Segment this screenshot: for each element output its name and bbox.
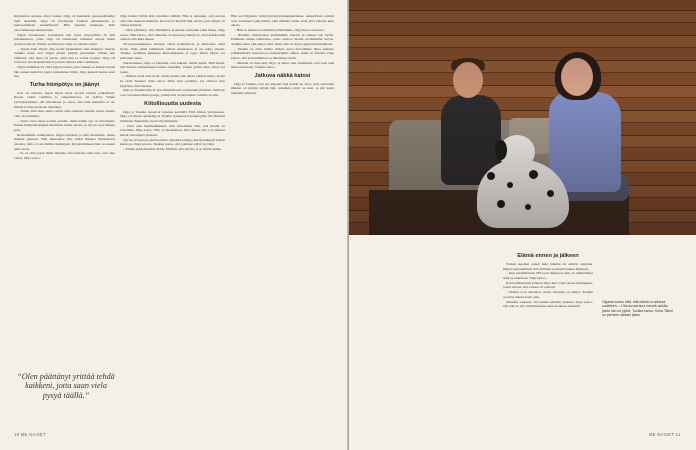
paragraph: – Vielä vuosi sitten joulua pohdin, mikä kaikki nyt on muuttunut. Ennen hömpötin kaiken maailman turhia asioita, ja nyt ne ovat jääneet pois. [14, 118, 115, 132]
paragraph: Olemme sopineet, että kaikki tehdään yhdessä. Olga sanoo, että arki on nyt rauhallisempaa kuin koskaan aiemmin. [503, 299, 593, 309]
subheading: Turha hömpötys on jäänyt [29, 81, 100, 88]
paragraph: – Kun ensimmäinen MS-tauti diagnoosi tuli, en ymmärtänyt mitä se tarkoittaa. Olga kertoo. [503, 271, 593, 280]
page-folio: ME NAISET 11 [649, 432, 681, 437]
paragraph: – Olen päättänyt, että elämämme ei muutu sairauden takia liikaa, Olga sanoo. Hän kertoo, että vaikeinta oli alussa hyväksyä se, ettei kaikki enää onnistu niin kuin ennen. [120, 27, 225, 42]
left-page [0, 0, 347, 450]
paragraph: – Parikin on ollut meille tärkeä, joten luovuimme lähes kaikista ylimääräisistä menoista ja keskityimme siihen, mikä on tärkeää. Olga kertoo, että sairastuminen on lähentänyt heitä. [231, 46, 334, 60]
paragraph: Olga ja Tuukka käyvät yhä säännöllisesti vertaistukiryhmässä. Siellä he ovat tavanneet muita pareja, joiden arki on muuttunut samalla tavalla. [120, 88, 225, 98]
paragraph: – Minulla on ihan uusi Olga, ja minä olen onnellinen, että saan elää hänen kanssaan, Tuukka sanoo. [231, 60, 334, 70]
couple-with-dog-photo [349, 0, 696, 235]
paragraph: – Hän on tärkeä osa meidän perhettämme, Olga kertoo koirasta. [234, 27, 325, 32]
subheading: Jatkuva näkkä katosi [254, 72, 311, 79]
paragraph: Olga ja Tuukka tapasivat toisensa keväällä 2004 Oulun yliopistossa. Olga oli silloin opiskelija ja Tuukka työskenteli kaupungilla. He menivät naimisiin muutamaa vuotta myöhemmin. [120, 109, 225, 123]
subheading: Elämä ennen ja jälkeen [517, 253, 579, 259]
pull-quote: “Olen päättänyt yrittää tehdä kaikkeni, jotta saan viela pysyä täällä.” [17, 372, 115, 400]
paragraph: Olgan elämässä oli vielä paljon asioita, joita Tuukka ei ehtinyt käydä läpi ennen kuin hän joutui palaamaan töihin. Olga kokeili hoitaa asiat itse. [14, 65, 115, 79]
paragraph: Olga halusi yrittää elää tavallista elämää. Hän ei halunnut, että sairaus olisi aina mukana kaikessa. Kotona he kävivät läpi asioita, joita Olgan oli vaikea muistaa. [120, 14, 225, 28]
paragraph: Koti oli siivottu, hujan hajan olleet tavarat laitettu paikoilleen. Ruoka oluttii valmiina ja riippumatossa oli ystävä. Vanha ystäväpariskunta tuli katsomaan ja sanoi, että näin kauniilta ei ole heidän kotinsa koskaan näyttänyt. [14, 90, 115, 109]
column-1 [14, 14, 115, 161]
paragraph: – Tuntui kuin Olgan oma kodin järjestelmä olisi kaatunut. Kerran Tuukka tunsi, että Olgan pitäisi pärjätä paremmin. Silloin hän ymmärsi, että siinä oli jotain, mitä hän ei voinut korjata. Olga oli toivonut, että keskustelisivat jostain muusta kuin vammasta. [14, 46, 115, 65]
paragraph: – Emme enää murehdi turhia. Elämme tätä päivää, ja se riittää meille. [123, 146, 222, 151]
paragraph: Toinen tapahtui ennen kuin mikään oli ehtinyt tapahtua. Olgan sairastuminen tuli yllättäen ja muutti kaiken hetkessä. [503, 262, 593, 271]
subheading: Kiitollisuutta uudesta [144, 100, 201, 107]
paragraph: – Hoidot ovat auttaneet, mutta väsymys on jäänyt. Tuukka on ollut tukena koko ajan. [503, 290, 593, 299]
paragraph: – Ihmiset eivät aina tiedä, miten pitäisi olla. Moni vältteli meitä, koska he eivät tienneet mitä sanoa. Olisi ollut parempi, jos olisivat vain kysyneet, mitä kuuluu. [120, 74, 225, 88]
column-3 [231, 14, 334, 96]
paragraph: Olgan tietokoneen avaruuteen hän löysi työpöydältä 25 000 kuvakansiota, jotka Olga oli tallentanut tärkeiksi asioita kuten työvuorolistoja. Niiden selvittelyyn Olga ei osannut auttaa. [14, 32, 115, 46]
paragraph: Olga ja Tuukka ovat nyt käyneet läpi kaikki ne asiat, joita sairauden jälkeen on pitänyt käydä läpi. Jokainen päivä on uusi, ja sitä kohti mennään yhdessä. [231, 81, 334, 96]
paragraph: Käytännön asioissa ollen avuksi. Olga oli kuitenkin perusteellisempi kuin aiemmin. Olga oli huolissaan Tuukan jaksamisesta ja kuntoutumisen etenemisestä. Hän tutustui kaikkeen, mitä aivovammoista kirjoitettiin. [14, 14, 115, 32]
paragraph: Hän sai hiljattain työkyvyttömyyseläkepäätöksen. Arkipäivien rutiinit ovat asettuneet paikoilleen, eikä mikään tunnu enää yhtä pahalta kuin alussa. [231, 14, 334, 28]
right-page [349, 0, 696, 450]
paragraph: – Tuntui siltä kuin sama vauhti olisi edelleen tallella, mutta suunta vain oli vaihtunut. [14, 109, 115, 119]
right-column [503, 250, 593, 309]
column-2 [120, 14, 225, 152]
paragraph: Koulutamme kaikenlaista Olgan mieleen ja hän kuuntelee, miten ihmiset puhuvat. Hän ihmettelee yhä, miksi ihmiset hermoilevat asioista, joilla ei ole mitään merkitystä. Kirjoittamiseen hän on saanut uutta intoa. [14, 132, 115, 151]
photo-caption: Olgasta tuntuu siltä, että elämä on alkanut uudelleen. – Hän kuvaa aina minulle asioita, joista hän on ylpeä, Tuukka sanoo. Koira Tiikeri on perheen rakkain jäsen. [602, 300, 673, 317]
paragraph: Kontrollikäyntien jälkeen Olga kävi vielä uusia tutkimuksia, joissa selvisi, että sairaus oli edennyt. [503, 280, 593, 290]
paragraph: – Se on ollut paras lääke minulle, ettei kukaan enää sano, että olen viisas, Olga sanoo. [14, 151, 115, 160]
paragraph: – Olemme rinnastaneet elämäämme tarkasti ja tehneet sen hyvin. Pidämme kiinni rutiineista, jotka antavat meille molemmille turvaa. Tuukka tekee yhä paljon töitä, mutta hän on myös oppinut hidastamaan. [231, 32, 334, 46]
photo-shade [349, 0, 696, 235]
page-folio: 10 ME NAISET [14, 432, 46, 437]
paragraph: Nyt he arvostavat pieniä asioita: yhteisiä aamuja, kävelylenkkejä koiran kanssa ja iltoja kotona. Tuukka sanoo, että jokainen päivä on lahja. [120, 137, 225, 147]
paragraph: Terveyskeskuksessa hoitajat olivat kannustavia ja kuntoutus eteni hyvin. Olga pääsi puhumaan omista tunteistaan ja sai tukea arkeen. Tuukka osallistui kaikkeen kuntoutukseen ja oppi, miten Olgaa voi parhaiten tukea. [120, 41, 225, 60]
paragraph: Sairausaikana Olga ei halunnut, että kukaan säälisi häntä. Hän halusi, että häneen suhtaudutaan kuten ennenkin, vaikka jotkin asiat olivat nyt toisin. [120, 60, 225, 74]
paragraph: – Olen aina myöhemminkin ollut kiitollinen siitä, että meillä on toisemme, Olga sanoo. Hän on huomannut, että vaikeat ajat ovat tehneet heistä vahvempia yhdessä. [120, 123, 225, 137]
